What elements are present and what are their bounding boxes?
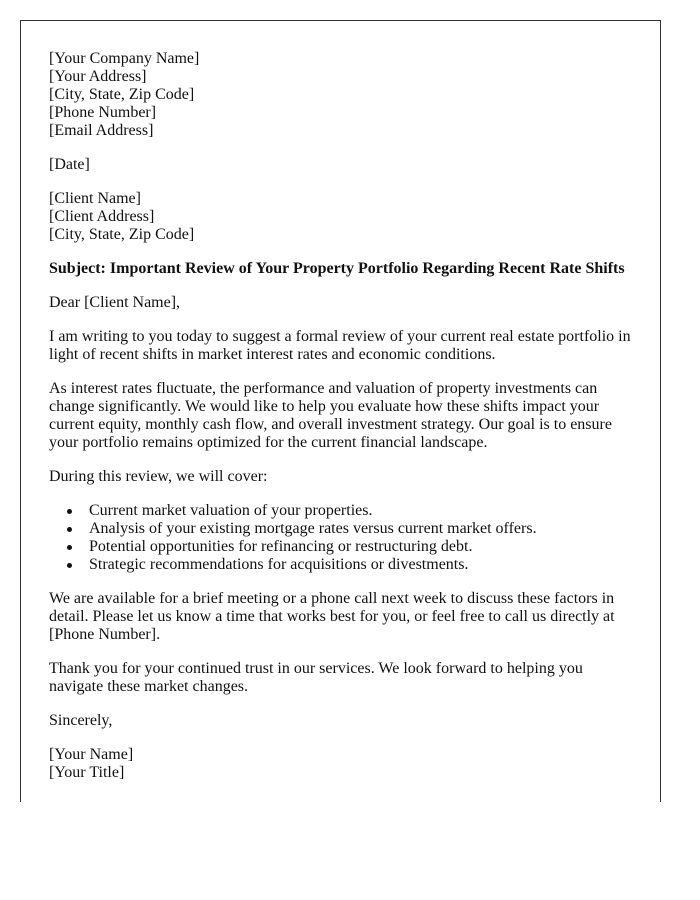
signature-name: [Your Name]: [49, 746, 134, 763]
recipient-block: [49, 190, 639, 244]
bullet-icon: [67, 527, 72, 532]
sender-address: [Your Address]: [49, 68, 147, 85]
bullet-icon: [67, 563, 72, 568]
list-item-text: Current market valuation of your properties.: [89, 502, 373, 519]
list-item: [89, 556, 639, 574]
closing: Sincerely,: [49, 712, 113, 729]
list-item-text: Strategic recommendations for acquisitions or divestments.: [89, 556, 469, 573]
list-item-text: Analysis of your existing mortgage rates versus current market offers.: [89, 520, 537, 537]
list-item-text: Potential opportunities for refinancing or restructuring debt.: [89, 538, 473, 555]
recipient-name: [Client Name]: [49, 190, 141, 207]
list-item: [89, 502, 639, 520]
sender-company-name: [Your Company Name]: [49, 50, 200, 67]
recipient-city-state-zip: [City, State, Zip Code]: [49, 226, 195, 243]
date-block: [49, 156, 639, 174]
subject-line: Subject: Important Review of Your Property Portfolio Regarding Recent Rate Shifts: [49, 260, 625, 277]
signature-title: [Your Title]: [49, 764, 125, 781]
review-topics-list: [49, 502, 639, 574]
recipient-address: [Client Address]: [49, 208, 155, 225]
list-item: [89, 520, 639, 538]
sender-email: [Email Address]: [49, 122, 154, 139]
sender-block: [49, 50, 639, 140]
sender-city-state-zip: [City, State, Zip Code]: [49, 86, 195, 103]
list-item: [89, 538, 639, 556]
letter-content: [49, 50, 639, 798]
bullet-icon: [67, 545, 72, 550]
body-paragraph-4: Thank you for your continued trust in our services. We look forward to helping you navigate these market changes.: [49, 660, 583, 695]
list-intro: During this review, we will cover:: [49, 468, 268, 485]
body-paragraph-1: I am writing to you today to suggest a formal review of your current real estate portfolio in light of recent shifts in market interest rates and economic conditions.: [49, 328, 631, 363]
bullet-icon: [67, 509, 72, 514]
signature-block: [49, 746, 639, 782]
sender-phone: [Phone Number]: [49, 104, 157, 121]
body-paragraph-2: As interest rates fluctuate, the performance and valuation of property investments can change significantly. We would like to help you evaluate how these shifts impact your current equity, monthly cash flow, and overall investment strategy. Our goal is to ensure your portfolio remains optimized for the current financial landscape.: [49, 380, 612, 451]
body-paragraph-3: We are available for a brief meeting or a phone call next week to discuss these factors in detail. Please let us know a time that works best for you, or feel free to call us directly at [Phone Number].: [49, 590, 615, 643]
letter-date: [Date]: [49, 156, 90, 173]
salutation: Dear [Client Name],: [49, 294, 181, 311]
letter-page: [20, 20, 661, 802]
